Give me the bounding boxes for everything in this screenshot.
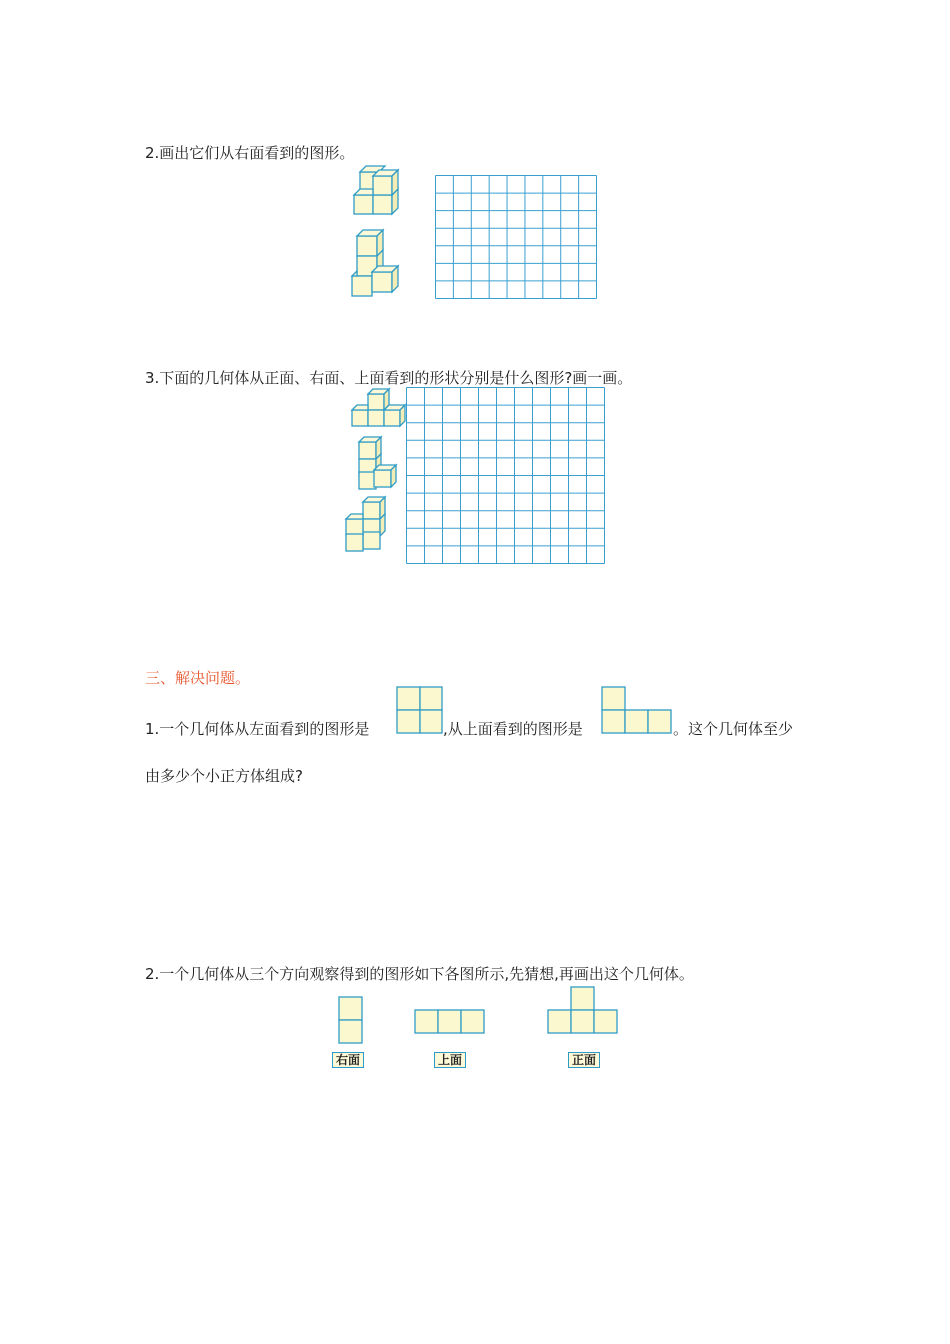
problem-2-text: 2.一个几何体从三个方向观察得到的图形如下各图所示,先猜想,再画出这个几何体。	[145, 965, 694, 983]
q2-answer-grid[interactable]	[435, 175, 598, 300]
top-view-figure	[601, 686, 675, 736]
front-view-figure	[547, 986, 621, 1036]
label-right: 右面	[332, 1052, 364, 1068]
section-title: 三、解决问题。	[145, 669, 251, 687]
q3-solid-a	[350, 386, 408, 430]
q2-solid-a	[350, 162, 410, 220]
q2-solid-b	[348, 226, 408, 304]
q3-answer-grid[interactable]	[406, 387, 606, 565]
right-view-figure	[338, 996, 366, 1046]
question-2-text: 2.画出它们从右面看到的图形。	[145, 144, 355, 162]
q3-solid-b	[355, 434, 401, 492]
top-view-figure-2	[414, 1009, 488, 1037]
label-top: 上面	[434, 1052, 466, 1068]
label-front: 正面	[568, 1052, 600, 1068]
left-view-figure	[396, 686, 446, 736]
q3-solid-c	[343, 494, 391, 556]
problem-1-part-b: ,从上面看到的图形是	[443, 720, 583, 738]
problem-1-part-c: 。这个几何体至少	[673, 720, 794, 738]
question-3-text: 3.下面的几何体从正面、右面、上面看到的形状分别是什么图形?画一画。	[145, 369, 633, 387]
problem-1-line-2: 由多少个小正方体组成?	[145, 767, 303, 785]
problem-1-part-a: 1.一个几何体从左面看到的图形是	[145, 720, 370, 738]
